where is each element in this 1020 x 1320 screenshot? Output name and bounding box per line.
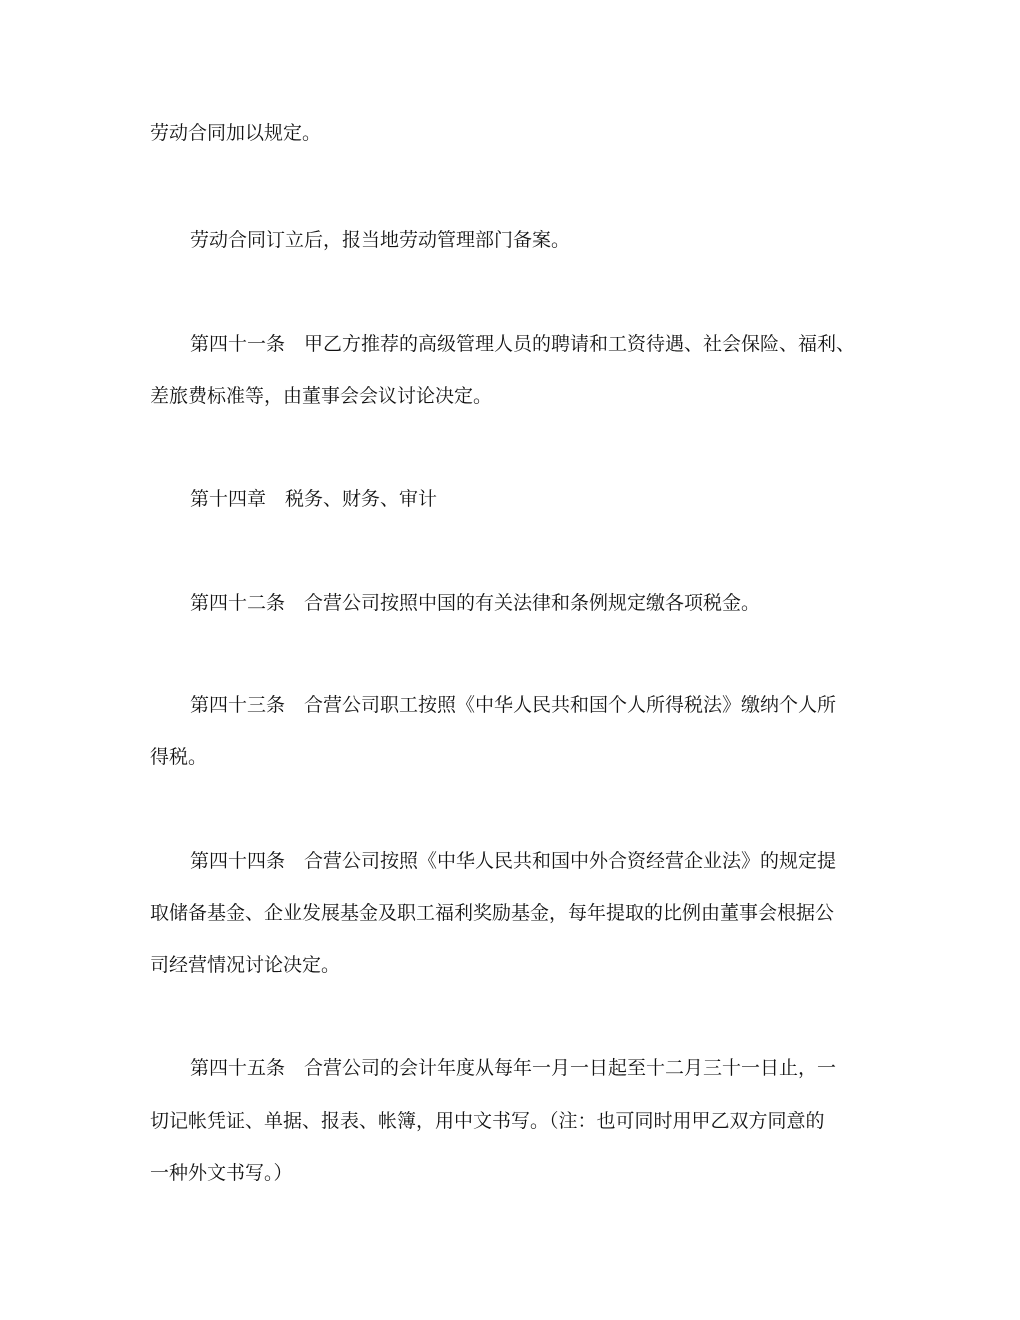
text-line: 一种外文书写。） [150, 1162, 293, 1184]
text-line: 取储备基金、企业发展基金及职工福利奖励基金，每年提取的比例由董事会根据公 [150, 902, 835, 924]
text-line: 司经营情况讨论决定。 [150, 954, 341, 976]
article-45-line: 第四十五条 合营公司的会计年度从每年一月一日起至十二月三十一日止，一 [190, 1057, 837, 1079]
article-42-line: 第四十二条 合营公司按照中国的有关法律和条例规定缴各项税金。 [190, 592, 761, 614]
chapter-heading: 第十四章 税务、财务、审计 [190, 488, 438, 510]
article-41-line: 第四十一条 甲乙方推荐的高级管理人员的聘请和工资待遇、社会保险、福利、 [190, 333, 856, 355]
text-line: 差旅费标准等，由董事会会议讨论决定。 [150, 385, 493, 407]
article-43-line: 第四十三条 合营公司职工按照《中华人民共和国个人所得税法》缴纳个人所 [190, 694, 837, 716]
text-line: 得税。 [150, 746, 208, 768]
text-line: 劳动合同加以规定。 [150, 122, 322, 144]
text-line: 劳动合同订立后，报当地劳动管理部门备案。 [190, 229, 571, 251]
article-44-line: 第四十四条 合营公司按照《中华人民共和国中外合资经营企业法》的规定提 [190, 850, 837, 872]
text-line: 切记帐凭证、单据、报表、帐簿，用中文书写。（注：也可同时用甲乙双方同意的 [150, 1110, 825, 1132]
